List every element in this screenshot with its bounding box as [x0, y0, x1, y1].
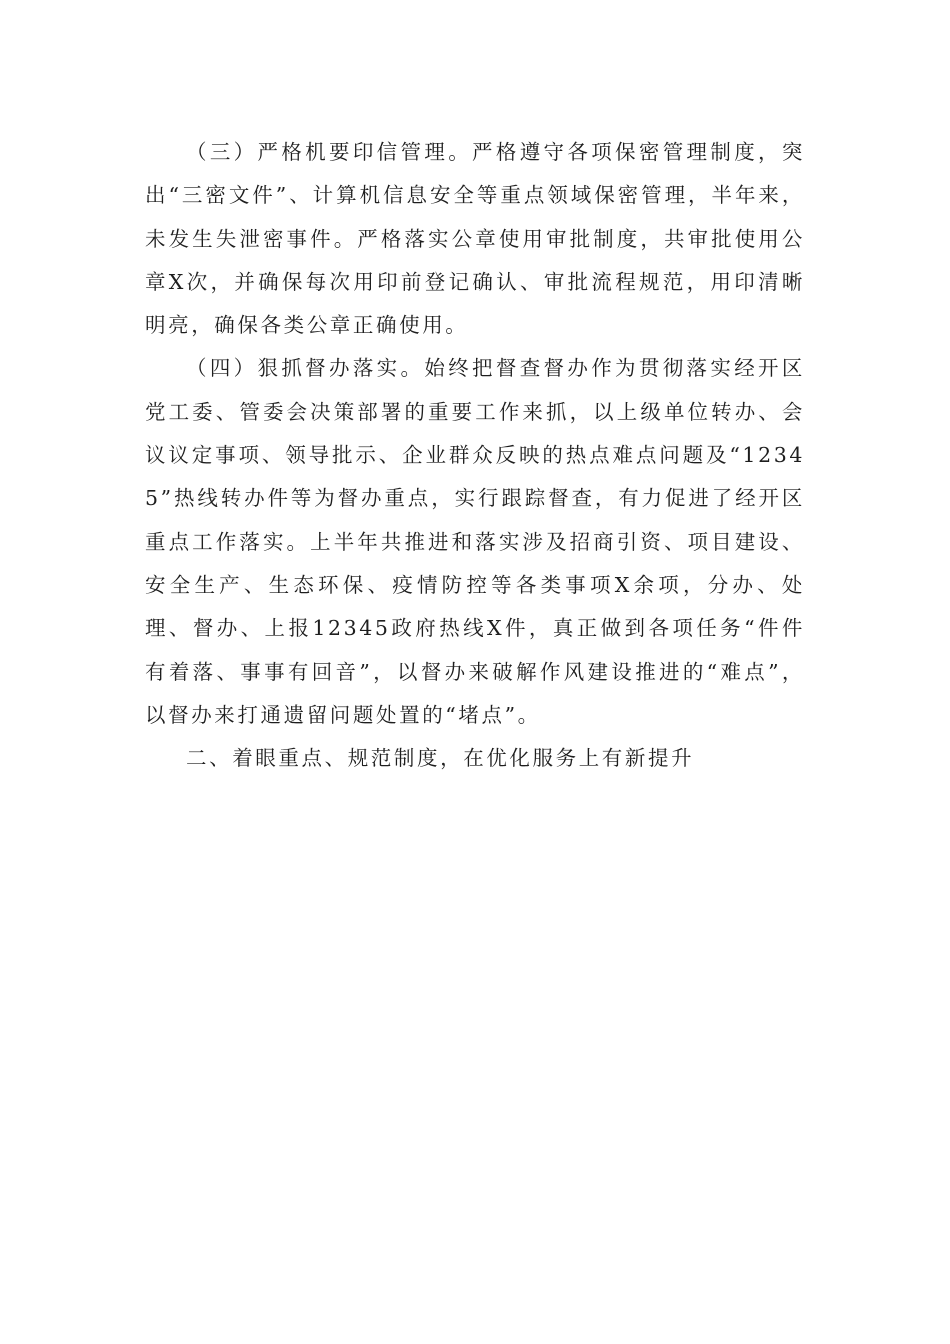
- paragraph-seal-management: （三）严格机要印信管理。严格遵守各项保密管理制度，突出“三密文件”、计算机信息安全等重点领域保密管理，半年来，未发生失泄密事件。严格落实公章使用审批制度，共审批使用公章X次，并确保每次用印前登记确认、审批流程规范，用印清晰明亮，确保各类公章正确使用。: [145, 140, 805, 338]
- document-body: [145, 131, 805, 780]
- section-heading: 二、着眼重点、规范制度，在优化服务上有新提升: [186, 746, 695, 771]
- paragraph-supervision: （四）狠抓督办落实。始终把督查督办作为贯彻落实经开区党工委、管委会决策部署的重要工作来抓，以上级单位转办、会议议定事项、领导批示、企业群众反映的热点难点问题及“12345”热线转办件等为督办重点，实行跟踪督查，有力促进了经开区重点工作落实。上半年共推进和落实涉及招商引资、项目建设、安全生产、生态环保、疫情防控等各类事项X余项，分办、处理、督办、上报12345政府热线X件，真正做到各项任务“件件有着落、事事有回音”，以督办来破解作风建设推进的“难点”，以督办来打通遗留问题处置的“堵点”。: [145, 356, 805, 727]
